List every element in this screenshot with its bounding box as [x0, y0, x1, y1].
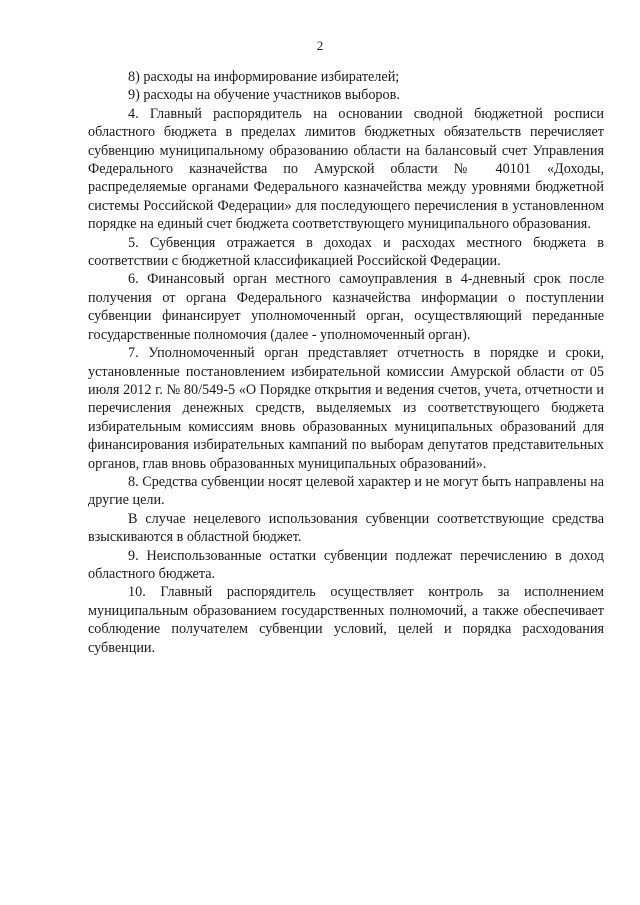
document-body	[88, 68, 604, 657]
paragraph-item-8: 8) расходы на информирование избирателей;	[128, 69, 400, 85]
paragraph-4-transfer: 4. Главный распорядитель на основании сводной бюджетной росписи областного бюджета в пределах лимитов бюджетных обязательств перечисляет субвенцию муниципальному образованию области на балансовый счет Управления Федерального казначейства по Амурской области № 40101 «Доходы, распределяемые органами Федерального казначейства между уровнями бюджетной системы Российской Федерации» для последующего перечисления в установленном порядке на единый счет бюджета соответствующего муниципального образования.	[88, 105, 604, 233]
paragraph-misuse: В случае нецелевого использования субвенции соответствующие средства взыскиваются в областной бюджет.	[88, 510, 604, 546]
paragraph-7-reporting: 7. Уполномоченный орган представляет отчетность в порядке и сроки, установленные постановлением избирательной комиссии Амурской области от 05 июля 2012 г. № 80/549-5 «О Порядке открытия и ведения счетов, учета, отчетности и перечисления денежных средств, выделяемых из соответствующего бюджета избирательным комиссиям вновь образованных муниципальных образований для финансирования избирательных кампаний по выборам депутатов представительных органов, глав вновь образованных муниципальных образований».	[88, 345, 604, 472]
paragraph-item-9: 9) расходы на обучение участников выборов.	[128, 87, 400, 104]
paragraph-10-control: 10. Главный распорядитель осуществляет контроль за исполнением муниципальным образованием государственных полномочий, а также обеспечивает соблюдение получателем субвенции условий, целей и порядка расходования субвенции.	[88, 584, 604, 656]
paragraph-6-financing: 6. Финансовый орган местного самоуправления в 4-дневный срок после получения от органа Федерального казначейства информации о поступлении субвенции финансирует уполномоченный орган, осуществляющий переданные государственные полномочия (далее - уполномоченный орган).	[88, 271, 604, 343]
paragraph-9-remainder: 9. Неиспользованные остатки субвенции подлежат перечислению в доход областного бюджета.	[88, 547, 604, 582]
page-number: 2	[316, 38, 324, 53]
paragraph-5-accounting: 5. Субвенция отражается в доходах и расходах местного бюджета в соответствии с бюджетной классификацией Российской Федерации.	[88, 234, 604, 270]
paragraph-8-purpose: 8. Средства субвенции носят целевой характер и не могут быть направлены на другие цели.	[88, 473, 604, 509]
